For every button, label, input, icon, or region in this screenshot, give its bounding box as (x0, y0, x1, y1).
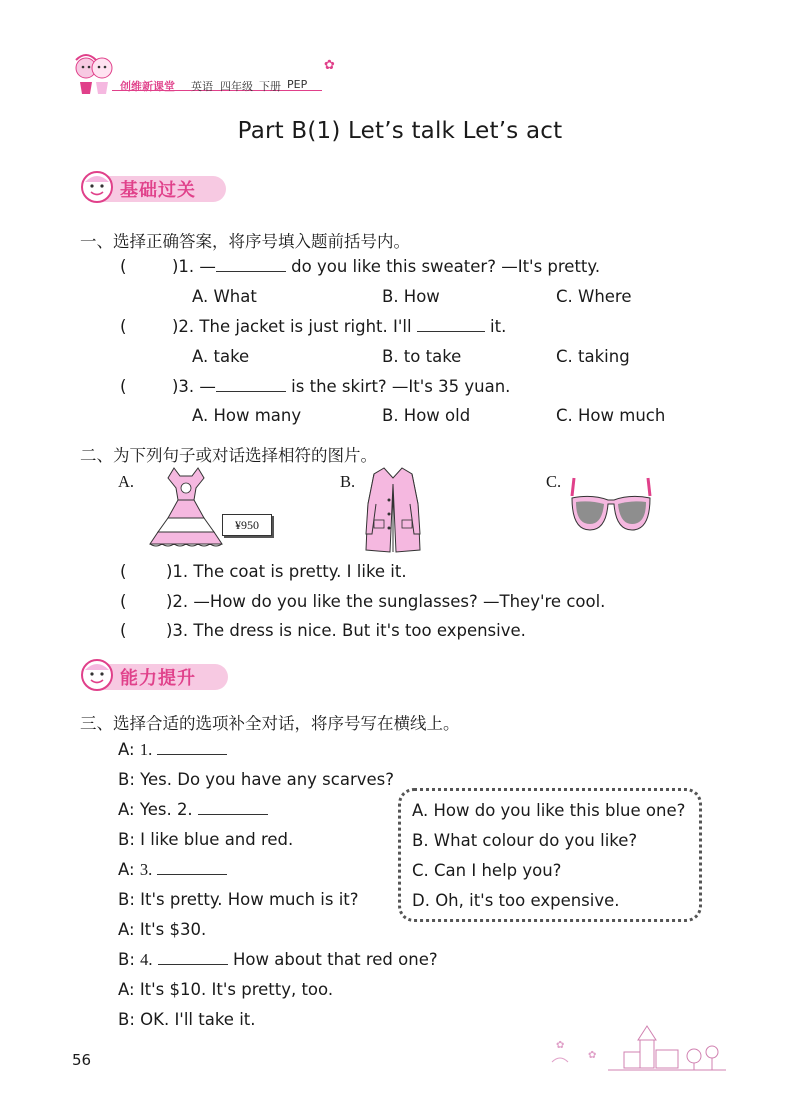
dialogue-line-4: B: I like blue and red. (118, 830, 294, 849)
coat-image (362, 464, 424, 556)
image-label-a: A. (118, 472, 135, 491)
dialogue-line-10: B: OK. I'll take it. (118, 1010, 256, 1029)
q2-option-a[interactable]: A. take (192, 347, 250, 366)
page-number: 56 (72, 1051, 92, 1069)
q3-option-a[interactable]: A. How many (192, 406, 302, 425)
q2-blank[interactable] (417, 317, 485, 332)
q1-stem: )1. — do you like this sweater? —It's pretty. (172, 257, 601, 276)
option-a: A. How do you like this blue one? (412, 801, 686, 820)
q3-stem: )3. — is the skirt? —It's 35 yuan. (172, 377, 511, 396)
dialogue-line-3: A: Yes. 2. (118, 800, 268, 819)
option-d: D. Oh, it's too expensive. (412, 891, 620, 910)
q1-option-a[interactable]: A. What (192, 287, 257, 306)
dialogue-line-9: A: It's $10. It's pretty, too. (118, 980, 334, 999)
header-mascot (72, 50, 116, 96)
p2-item1: )1. The coat is pretty. I like it. (166, 562, 407, 581)
q3-option-b[interactable]: B. How old (382, 406, 471, 425)
part3-heading: 三、选择合适的选项补全对话，将序号写在横线上。 (80, 714, 460, 733)
dialogue-line-5: A: 3. (118, 860, 227, 880)
dialogue-blank-1[interactable] (157, 740, 227, 755)
page-title: Part B(1) Let’s talk Let’s act (237, 118, 563, 144)
svg-text:✿: ✿ (556, 1040, 565, 1051)
q2-option-b[interactable]: B. to take (382, 347, 462, 366)
price-tag: ¥950 (222, 514, 272, 536)
q2-stem: )2. The jacket is just right. I'll it. (172, 317, 507, 336)
dialogue-blank-4[interactable] (158, 950, 228, 965)
dialogue-line-1: A: 1. (118, 740, 227, 760)
option-b: B. What colour do you like? (412, 831, 638, 850)
q1-paren: ( (120, 257, 127, 276)
part2-heading: 二、为下列句子或对话选择相符的图片。 (80, 446, 377, 465)
section-title-basic: 基础过关 (120, 180, 196, 201)
castle-decoration-icon (548, 1022, 728, 1072)
smiley-face-icon (80, 170, 114, 204)
part1-heading: 一、选择正确答案，将序号填入题前括号内。 (80, 232, 410, 251)
dialogue-blank-3[interactable] (157, 860, 227, 875)
p2-item1-paren: ( (120, 562, 127, 581)
option-c: C. Can I help you? (412, 861, 562, 880)
q1-option-b[interactable]: B. How (382, 287, 440, 306)
dialogue-line-8: B: 4. How about that red one? (118, 950, 438, 969)
header-edition: PEP (287, 78, 308, 91)
sunglasses-image (568, 474, 654, 534)
header-grade: 四年级 (220, 80, 253, 93)
image-label-b: B. (340, 472, 356, 491)
q1-blank[interactable] (216, 257, 286, 272)
q2-paren: ( (120, 317, 127, 336)
image-label-c: C. (546, 472, 562, 491)
dialogue-blank-2[interactable] (198, 800, 268, 815)
q2-option-c[interactable]: C. taking (556, 347, 630, 366)
p2-item3-paren: ( (120, 621, 127, 640)
p2-item3: )3. The dress is nice. But it's too expensive. (166, 621, 526, 640)
q1-option-c[interactable]: C. Where (556, 287, 632, 306)
dialogue-line-6: B: It's pretty. How much is it? (118, 890, 359, 909)
header-subject: 英语 (191, 80, 213, 93)
header-brand: 创维新课堂 (120, 80, 175, 93)
p2-item2-paren: ( (120, 592, 127, 611)
dress-image (146, 466, 226, 548)
smiley-face-icon (80, 658, 114, 692)
header-volume: 下册 (259, 80, 281, 93)
header-flower-icon: ✿ (324, 58, 335, 73)
dialogue-line-2: B: Yes. Do you have any scarves? (118, 770, 395, 789)
section-title-advanced: 能力提升 (120, 668, 196, 689)
q3-paren: ( (120, 377, 127, 396)
q3-option-c[interactable]: C. How much (556, 406, 666, 425)
dialogue-line-7: A: It's $30. (118, 920, 207, 939)
svg-text:✿: ✿ (588, 1050, 597, 1061)
p2-item2: )2. —How do you like the sunglasses? —They're cool. (166, 592, 606, 611)
q3-blank[interactable] (216, 377, 286, 392)
